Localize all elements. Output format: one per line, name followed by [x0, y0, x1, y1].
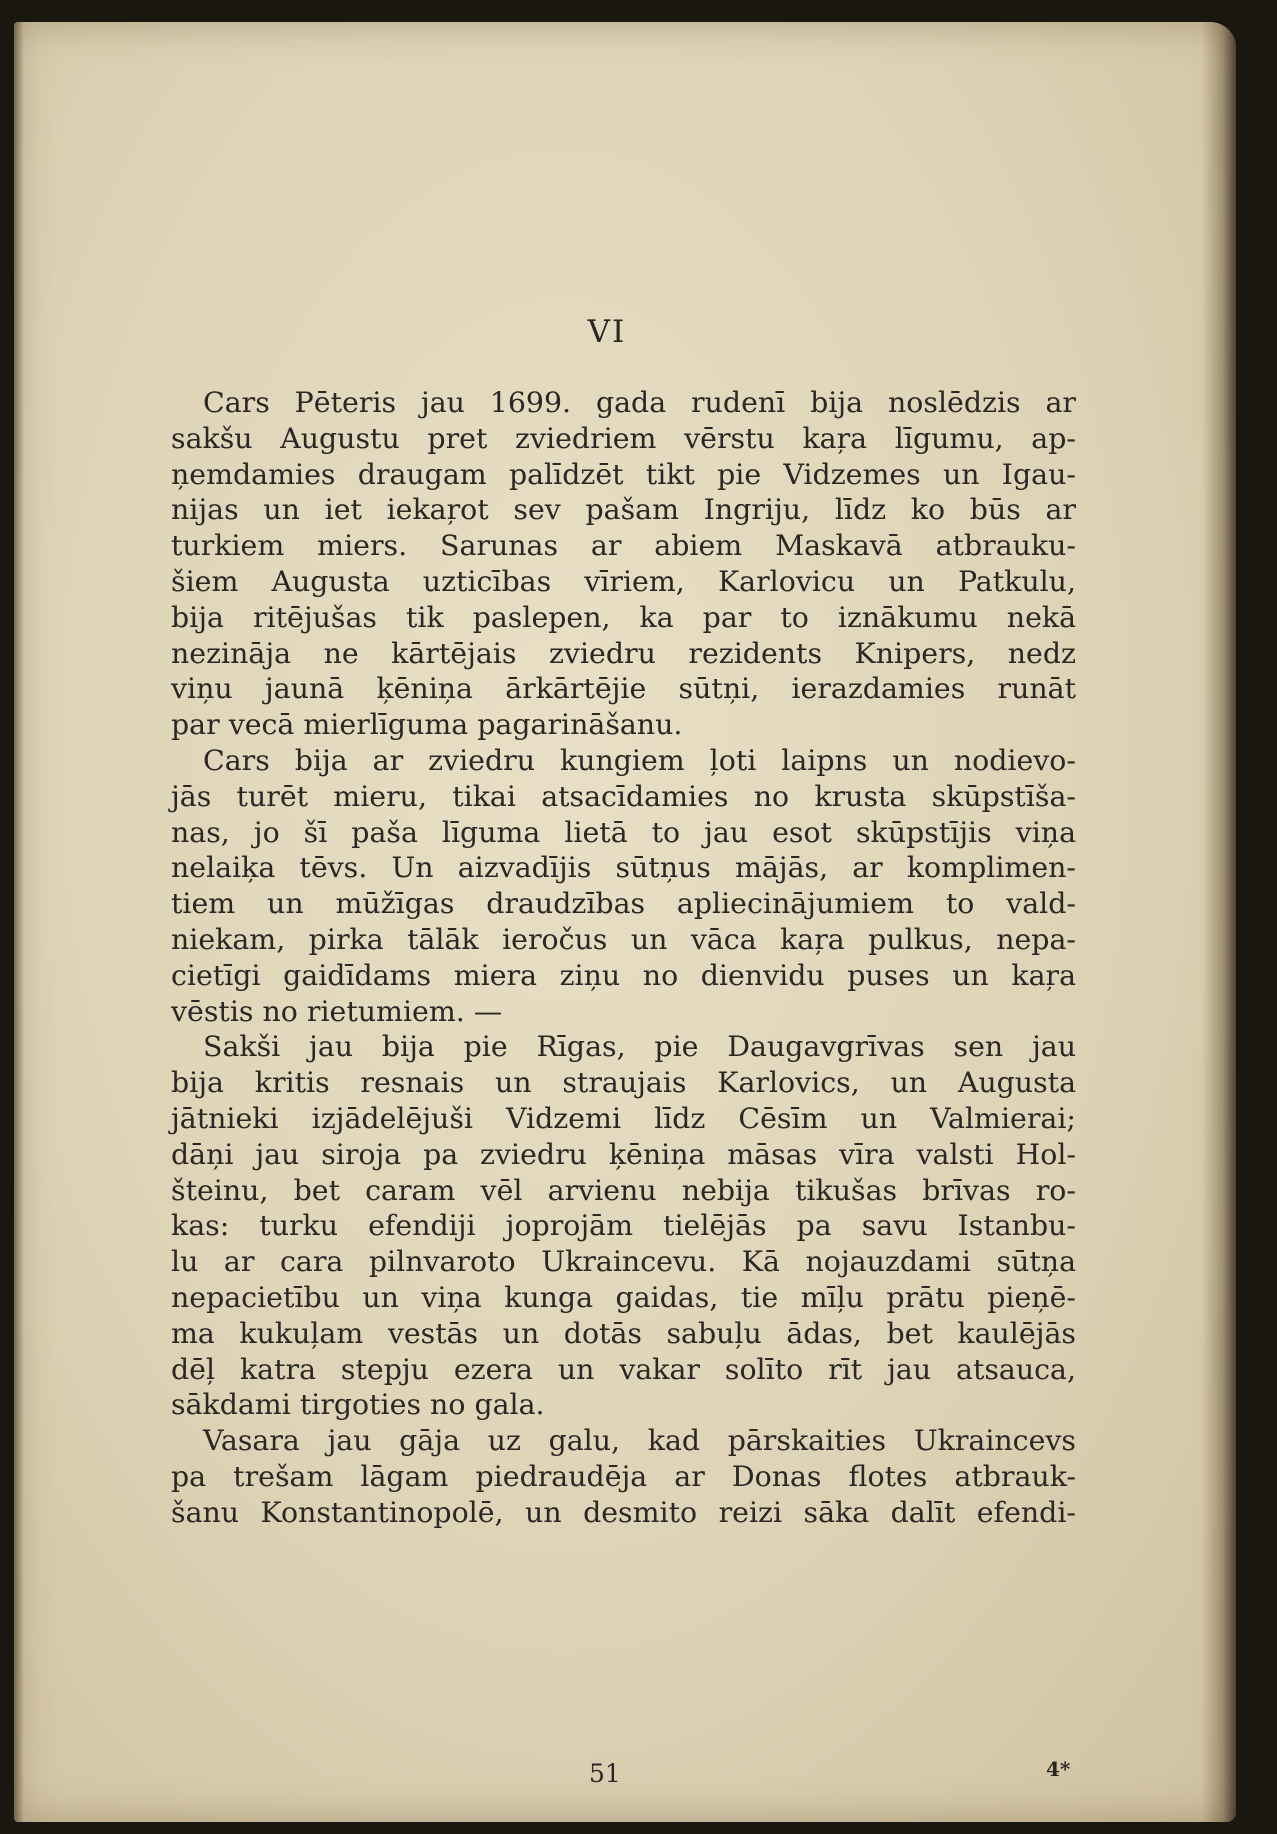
- text-line: jās turēt mieru, tikai atsacīdamies no krusta skūpstīša-: [171, 779, 1076, 813]
- text-line: nepacietību un viņa kunga gaidas, tie mīļu prātu pieņē-: [171, 1280, 1076, 1314]
- text-line: bija ritējušas tik paslepen, ka par to iznākumu nekā: [171, 600, 1076, 634]
- text-line: bija kritis resnais un straujais Karlovics, un Augusta: [171, 1066, 1076, 1100]
- text-line: lu ar cara pilnvaroto Ukraincevu. Kā nojauzdami sūtņa: [171, 1245, 1076, 1279]
- text-line: niekam, pirka tālāk ieročus un vāca kaŗa pulkus, nepa-: [171, 922, 1076, 956]
- text-line: šteinu, bet caram vēl arvienu nebija tikušas brīvas ro-: [171, 1173, 1076, 1207]
- text-line: Vasara jau gāja uz galu, kad pārskaities Ukraincevs: [203, 1424, 1076, 1458]
- text-line: šiem Augusta uzticības vīriem, Karlovicu un Patkulu,: [171, 564, 1076, 598]
- text-line: ņemdamies draugam palīdzēt tikt pie Vidzemes un Igau-: [171, 457, 1076, 491]
- page-left-shadow: [14, 22, 24, 1822]
- text-line: pa trešam lāgam piedraudēja ar Donas flotes atbrauk-: [171, 1459, 1076, 1493]
- text-line: nelaiķa tēvs. Un aizvadījis sūtņus mājās, ar komplimen-: [171, 851, 1076, 885]
- text-line: jātnieki izjādelējuši Vidzemi līdz Cēsīm un Valmierai;: [171, 1101, 1076, 1135]
- text-line: tiem un mūžīgas draudzības apliecinājumiem to vald-: [171, 887, 1076, 921]
- body-text: [171, 385, 1076, 1531]
- text-line: cietīgi gaidīdams miera ziņu no dienvidu puses un kaŗa: [171, 958, 1076, 992]
- text-line: par vecā mierlīguma pagarināšanu.: [171, 708, 683, 742]
- printer-signature-mark: 4*: [1046, 1757, 1071, 1781]
- text-line: šanu Konstantinopolē, un desmito reizi sāka dalīt efendi-: [171, 1495, 1076, 1529]
- text-line: kas: turku efendiji joprojām tielējās pa savu Istanbu-: [171, 1209, 1076, 1243]
- text-line: Sakši jau bija pie Rīgas, pie Daugavgrīvas sen jau: [203, 1030, 1076, 1064]
- text-line: Cars Pēteris jau 1699. gada rudenī bija noslēdzis ar: [203, 386, 1076, 419]
- text-line: sakšu Augustu pret zviedriem vērstu kaŗa līgumu, ap-: [171, 421, 1076, 455]
- book-page: [14, 22, 1236, 1822]
- text-line: viņu jaunā ķēniņa ārkārtējie sūtņi, ierazdamies runāt: [171, 672, 1076, 706]
- text-line: dēļ katra stepju ezera un vakar solīto rīt jau atsauca,: [171, 1352, 1076, 1386]
- text-line: Cars bija ar zviedru kungiem ļoti laipns un nodievo-: [203, 743, 1076, 777]
- text-line: turkiem miers. Sarunas ar abiem Maskavā atbrauku-: [171, 529, 1076, 563]
- text-line: vēstis no rietumiem. —: [171, 994, 503, 1028]
- text-line: sākdami tirgoties no gala.: [171, 1388, 545, 1422]
- text-line: ma kukuļam vestās un dotās sabuļu ādas, bet kaulējās: [171, 1316, 1076, 1350]
- text-line: nas, jo šī paša līguma lietā to jau esot skūpstījis viņa: [171, 815, 1076, 849]
- text-line: nijas un iet iekaŗot sev pašam Ingriju, līdz ko būs ar: [171, 493, 1076, 527]
- text-line: nezināja ne kārtējais zviedru rezidents Knipers, nedz: [171, 636, 1076, 670]
- page-spine-shadow: [1202, 22, 1236, 1822]
- text-line: dāņi jau siroja pa zviedru ķēniņa māsas vīra valsti Hol-: [171, 1137, 1076, 1171]
- chapter-heading: VI: [587, 314, 627, 350]
- page-number: 51: [589, 1759, 621, 1788]
